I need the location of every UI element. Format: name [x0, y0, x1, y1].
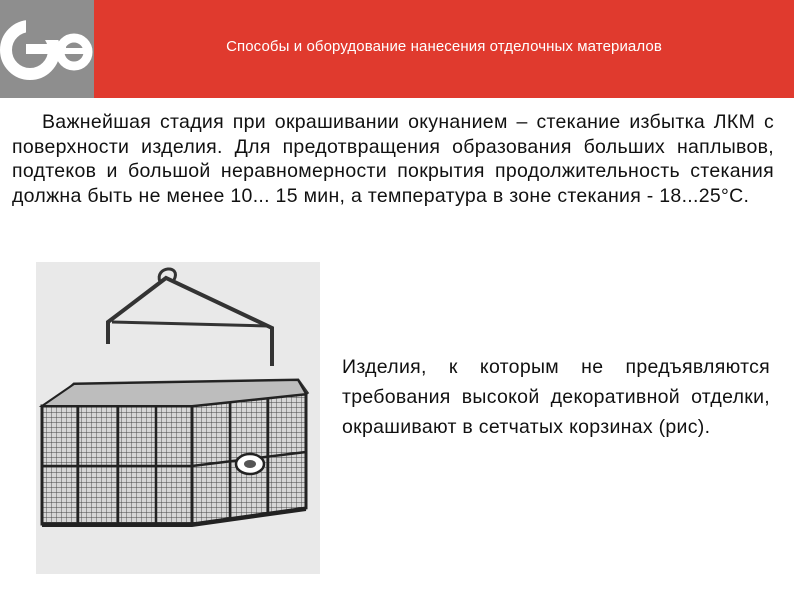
logo-fe-icon [0, 0, 94, 98]
title-banner [94, 0, 794, 98]
main-paragraph-text: Важнейшая стадия при окрашивании окунанием – стекание избытка ЛКМ с поверхности изделия. Для предотвращения образования больших наплывов, подтеков и большой неравномерности покрытия продолжительность стекания должна быть не менее 10... 15 мин, а температура в зоне стекания - 18...25°С. [12, 111, 774, 207]
mesh-basket-icon [36, 262, 320, 574]
main-paragraph [12, 110, 774, 208]
mesh-basket-figure [36, 262, 320, 574]
header [0, 0, 794, 98]
slide-title: Способы и оборудование нанесения отделочных материалов [226, 38, 662, 55]
side-paragraph: Изделия, к которым не предъявляются требования высокой декоративной отделки, окрашивают в сетчатых корзинах (рис). [342, 356, 770, 438]
logo [0, 0, 94, 98]
